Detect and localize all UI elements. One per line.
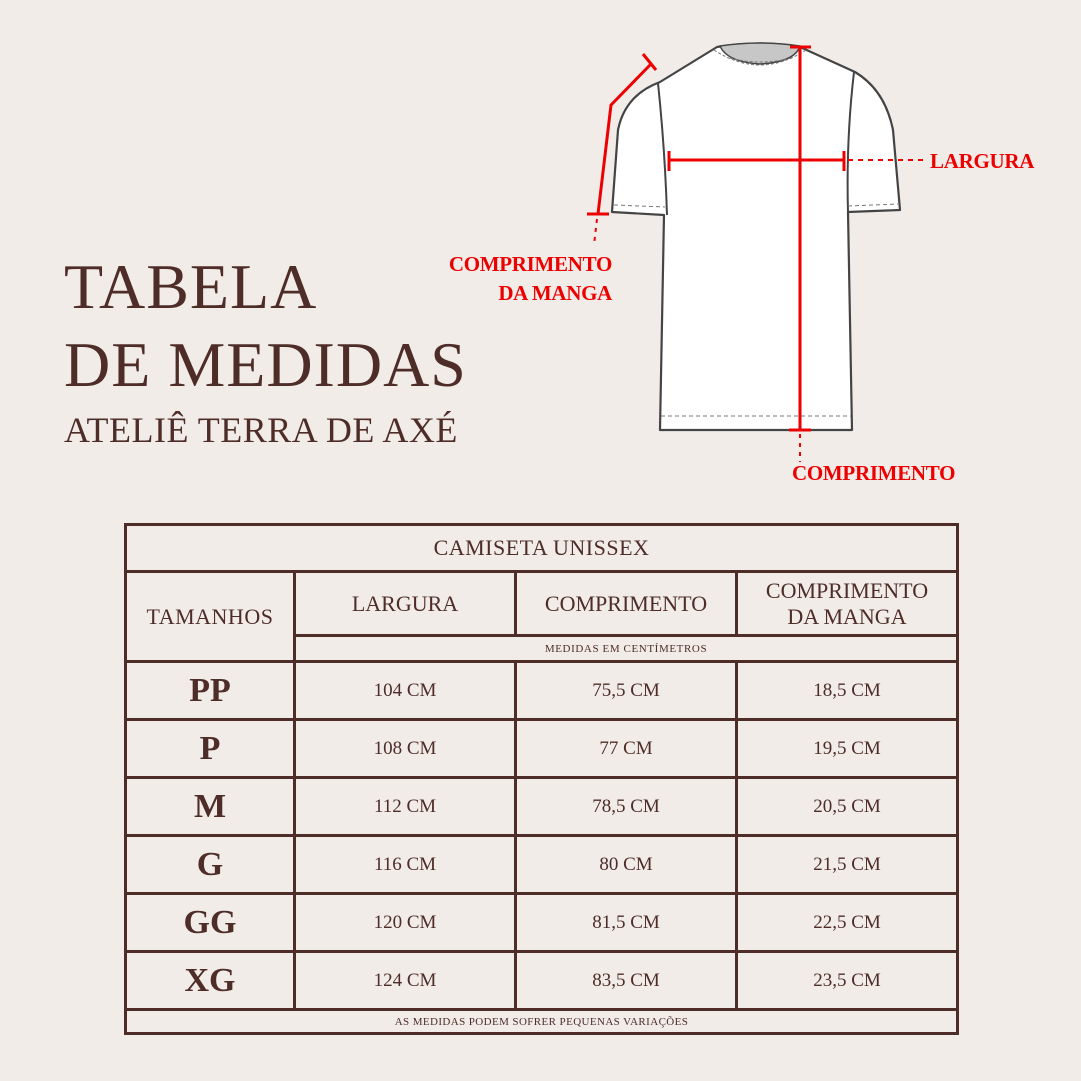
brand-subtitle: ATELIÊ TERRA DE AXÉ	[64, 410, 458, 450]
manga-value: 23,5 CM	[737, 952, 958, 1010]
header-comprimento-manga	[737, 572, 958, 636]
largura-value: 108 CM	[295, 720, 516, 778]
largura-value: 120 CM	[295, 894, 516, 952]
manga-value: 22,5 CM	[737, 894, 958, 952]
largura-value: 112 CM	[295, 778, 516, 836]
manga-value: 18,5 CM	[737, 662, 958, 720]
header-largura: LARGURA	[295, 572, 516, 636]
manga-value: 21,5 CM	[737, 836, 958, 894]
size-label: PP	[126, 662, 295, 720]
label-comprimento-manga	[424, 250, 612, 308]
size-label: GG	[126, 894, 295, 952]
table-footer-note: AS MEDIDAS PODEM SOFRER PEQUENAS VARIAÇÕES	[126, 1010, 958, 1034]
manga-value: 20,5 CM	[737, 778, 958, 836]
label-comprimento: COMPRIMENTO	[792, 461, 956, 485]
label-largura: LARGURA	[930, 149, 1035, 173]
comprimento-value: 81,5 CM	[516, 894, 737, 952]
comprimento-value: 75,5 CM	[516, 662, 737, 720]
largura-value: 116 CM	[295, 836, 516, 894]
table-caption: CAMISETA UNISSEX	[126, 525, 958, 572]
table-row	[126, 894, 958, 952]
header-manga-line-2: DA MANGA	[787, 603, 907, 629]
manga-value: 19,5 CM	[737, 720, 958, 778]
unit-note: MEDIDAS EM CENTÍMETROS	[295, 636, 958, 662]
comprimento-value: 78,5 CM	[516, 778, 737, 836]
table-row	[126, 952, 958, 1010]
table-row	[126, 720, 958, 778]
size-label: P	[126, 720, 295, 778]
table-row	[126, 778, 958, 836]
table-row	[126, 836, 958, 894]
header-manga-line-1: COMPRIMENTO	[765, 577, 929, 603]
comprimento-value: 77 CM	[516, 720, 737, 778]
size-chart-table	[124, 523, 959, 1035]
size-label: G	[126, 836, 295, 894]
header-comprimento: COMPRIMENTO	[516, 572, 737, 636]
comprimento-value: 80 CM	[516, 836, 737, 894]
size-label: XG	[126, 952, 295, 1010]
page-title-line-1: TABELA	[64, 251, 318, 322]
header-tamanhos: TAMANHOS	[126, 572, 295, 662]
table-row	[126, 662, 958, 720]
size-label: M	[126, 778, 295, 836]
page-title-line-2: DE MEDIDAS	[64, 329, 467, 400]
label-manga-line-1: COMPRIMENTO	[448, 252, 612, 276]
largura-value: 124 CM	[295, 952, 516, 1010]
label-manga-line-2: DA MANGA	[498, 281, 612, 305]
largura-value: 104 CM	[295, 662, 516, 720]
comprimento-value: 83,5 CM	[516, 952, 737, 1010]
